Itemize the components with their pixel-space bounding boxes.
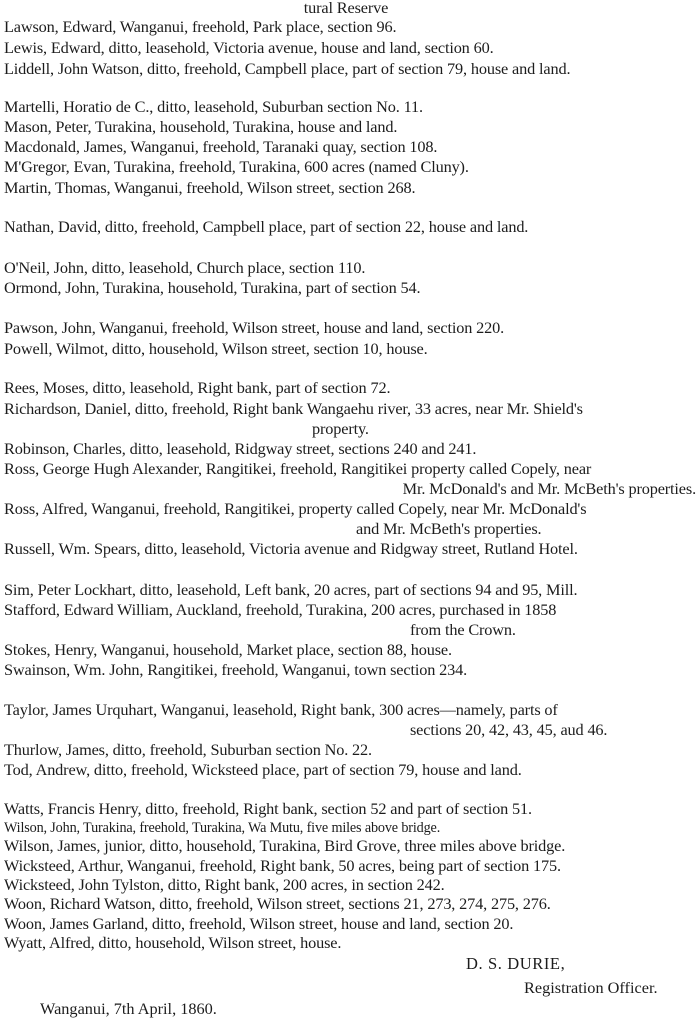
register-entry: Martin, Thomas, Wanganui, freehold, Wilson street, section 268.: [4, 178, 416, 197]
register-entry: Lawson, Edward, Wanganui, freehold, Park place, section 96.: [4, 17, 397, 36]
register-entry: Stokes, Henry, Wanganui, household, Market place, section 88, house.: [4, 640, 452, 659]
register-entry-continuation: Mr. McDonald's and Mr. McBeth's properties.: [402, 479, 696, 498]
register-entry: Mason, Peter, Turakina, household, Turakina, house and land.: [4, 117, 398, 136]
register-entry: Macdonald, James, Wanganui, freehold, Taranaki quay, section 108.: [4, 137, 438, 156]
register-entry: Wicksteed, Arthur, Wanganui, freehold, Right bank, 50 acres, being part of section 175.: [4, 856, 561, 875]
register-entry: Tod, Andrew, ditto, freehold, Wicksteed place, part of section 79, house and land.: [4, 760, 522, 779]
register-entry-continuation: sections 20, 42, 43, 45, aud 46.: [410, 720, 608, 739]
register-entry: Robinson, Charles, ditto, leasehold, Ridgway street, sections 240 and 241.: [4, 439, 477, 458]
signature-title: Registration Officer.: [524, 978, 658, 997]
register-entry-continuation: property.: [312, 419, 369, 438]
register-entry: Ross, Alfred, Wanganui, freehold, Rangitikei, property called Copely, near Mr. McDonald's: [4, 499, 587, 518]
register-entry: Nathan, David, ditto, freehold, Campbell place, part of section 22, house and land.: [4, 217, 529, 236]
register-entry: Stafford, Edward William, Auckland, freehold, Turakina, 200 acres, purchased in 1858: [4, 600, 557, 619]
signature-name: D. S. DURIE,: [466, 954, 566, 973]
register-entry-continuation: from the Crown.: [410, 620, 516, 639]
register-entry: Wyatt, Alfred, ditto, household, Wilson street, house.: [4, 933, 342, 952]
register-entry: O'Neil, John, ditto, leasehold, Church place, section 110.: [4, 258, 366, 277]
register-entry: Martelli, Horatio de C., ditto, leasehold, Suburban section No. 11.: [4, 97, 423, 116]
register-entry: Sim, Peter Lockhart, ditto, leasehold, Left bank, 20 acres, part of sections 94 and 95, Mill.: [4, 580, 578, 599]
register-entry: Pawson, John, Wanganui, freehold, Wilson street, house and land, section 220.: [4, 318, 505, 337]
page-header: tural Reserve: [303, 0, 389, 17]
register-entry: Ross, George Hugh Alexander, Rangitikei, freehold, Rangitikei property called Copely, near: [4, 459, 592, 478]
register-entry: Woon, James Garland, ditto, freehold, Wilson street, house and land, section 20.: [4, 914, 514, 933]
register-entry: Powell, Wilmot, ditto, household, Wilson street, section 10, house.: [4, 339, 428, 358]
register-entry: Taylor, James Urquhart, Wanganui, leasehold, Right bank, 300 acres—namely, parts of: [4, 700, 558, 719]
register-entry: Richardson, Daniel, ditto, freehold, Right bank Wangaehu river, 33 acres, near Mr. Shield's: [4, 399, 583, 418]
register-entry: Wicksteed, John Tylston, ditto, Right bank, 200 acres, in section 242.: [4, 875, 445, 894]
register-entry: Woon, Richard Watson, ditto, freehold, Wilson street, sections 21, 273, 274, 275, 276.: [4, 894, 551, 913]
register-entry: Rees, Moses, ditto, leasehold, Right bank, part of section 72.: [4, 378, 391, 397]
register-entry-continuation: and Mr. McBeth's properties.: [356, 519, 542, 538]
register-entry: Liddell, John Watson, ditto, freehold, Campbell place, part of section 79, house and land.: [4, 59, 571, 78]
register-entry: Ormond, John, Turakina, household, Turakina, part of section 54.: [4, 278, 421, 297]
register-entry: Thurlow, James, ditto, freehold, Suburban section No. 22.: [4, 740, 372, 759]
register-entry: Lewis, Edward, ditto, leasehold, Victoria avenue, house and land, section 60.: [4, 38, 494, 57]
place-and-date: Wanganui, 7th April, 1860.: [40, 999, 217, 1018]
register-entry: Watts, Francis Henry, ditto, freehold, Right bank, section 52 and part of section 51.: [4, 799, 532, 818]
register-entry: Wilson, John, Turakina, freehold, Turakina, Wa Mutu, five miles above bridge.: [4, 820, 441, 836]
register-entry: Swainson, Wm. John, Rangitikei, freehold, Wanganui, town section 234.: [4, 660, 467, 679]
register-entry: Russell, Wm. Spears, ditto, leasehold, Victoria avenue and Ridgway street, Rutland Hotel.: [4, 539, 578, 558]
register-entry: Wilson, James, junior, ditto, household, Turakina, Bird Grove, three miles above bridge.: [4, 836, 566, 855]
register-entry: M'Gregor, Evan, Turakina, freehold, Turakina, 600 acres (named Cluny).: [4, 157, 469, 176]
